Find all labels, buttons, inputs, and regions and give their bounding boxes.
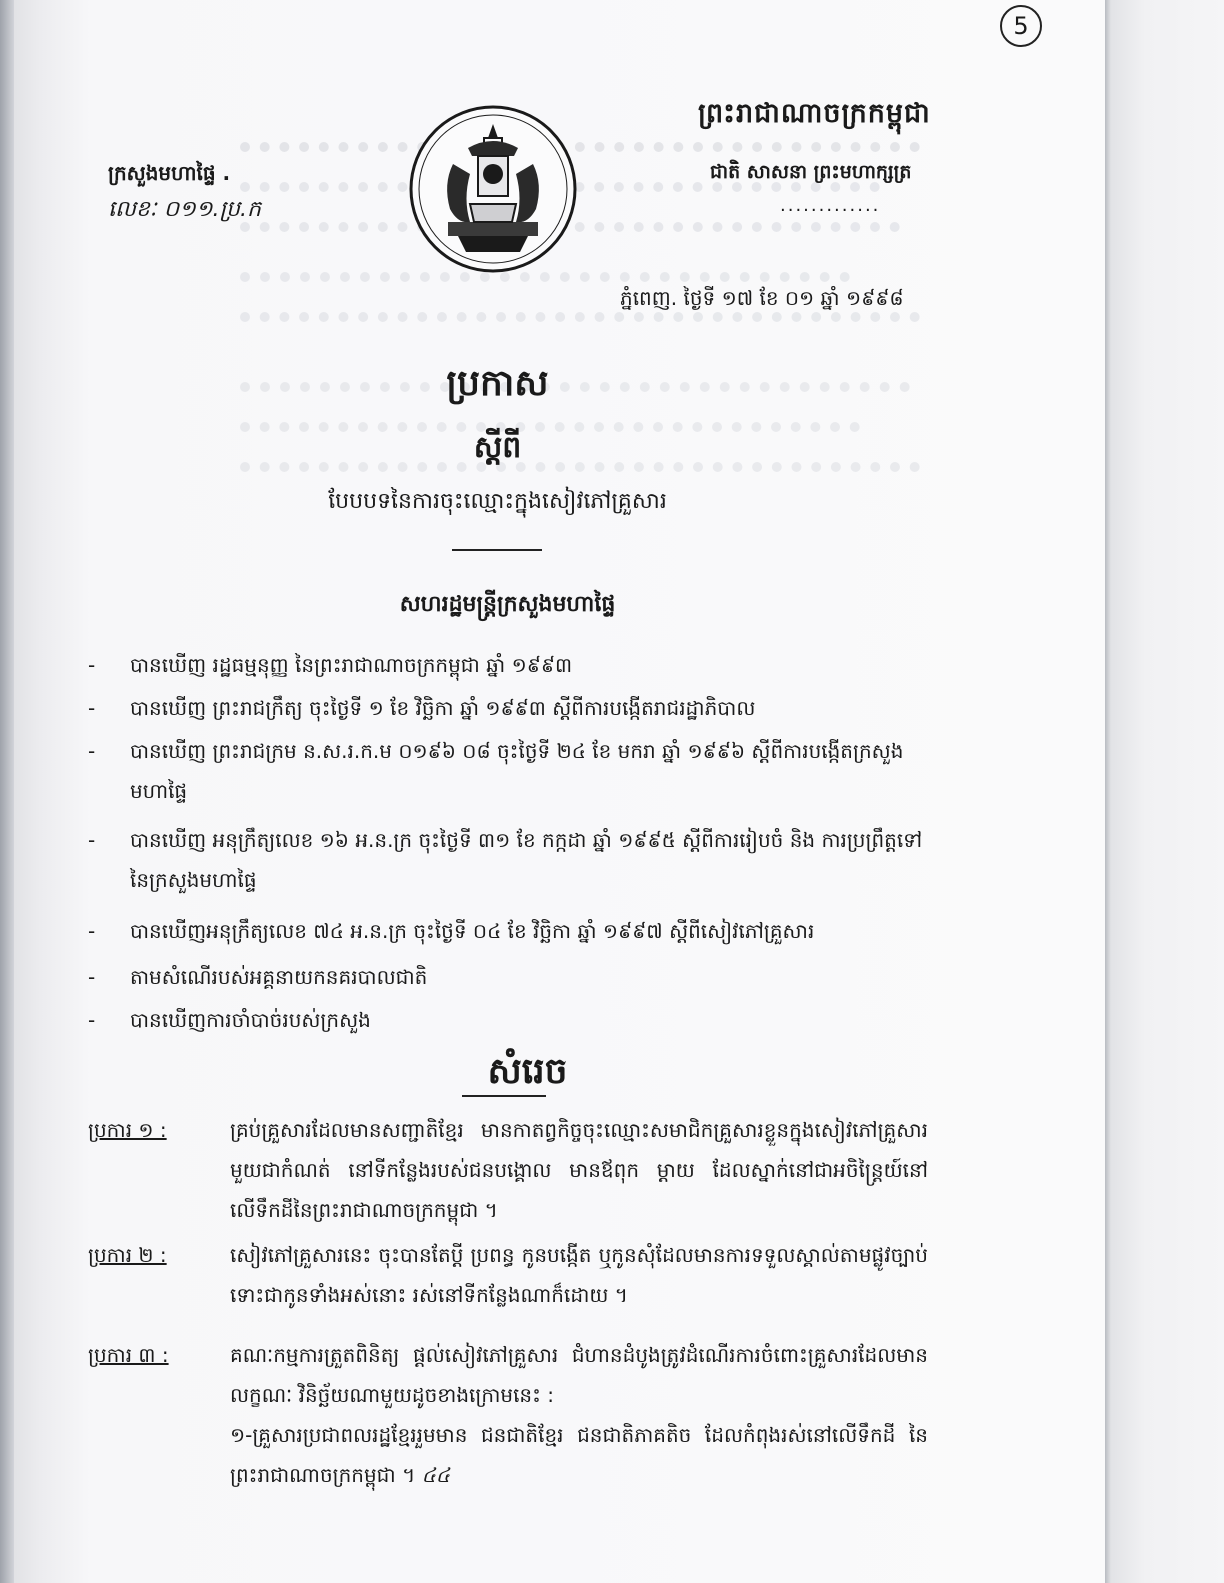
reference-number: លេខៈ ០១១.ប្រ.ក xyxy=(108,197,261,222)
article-label: ប្រការ ៣ : xyxy=(88,1343,169,1367)
recital-item xyxy=(88,957,928,997)
recital-item xyxy=(88,820,928,900)
article-2 xyxy=(88,1235,928,1315)
recital-text: បានឃើញ អនុក្រឹត្យលេខ ១៦ អ.ន.ក្រ ចុះថ្ងៃទី ៣១ ខែ កក្កដា ឆ្នាំ ១៩៩៥ ស្តីពីការរៀបចំ និង ការប្រព្រឹត្តទៅ នៃក្រសួងមហាផ្ទៃ xyxy=(130,828,923,892)
article-label: ប្រការ ២ : xyxy=(88,1243,167,1267)
recital-item xyxy=(88,1000,928,1040)
issuer-line: សហរដ្ឋមន្ត្រីក្រសួងមហាផ្ទៃ xyxy=(399,592,616,617)
article-text: គ្រប់គ្រួសារដែលមានសញ្ជាតិខ្មែរ មានកាតព្វកិច្ចចុះឈ្មោះសមាជិកគ្រួសារខ្លួនក្នុងសៀវភៅគ្រួសារ មួយជាកំណត់ នៅទីកន្លែងរបស់ជនបង្គោល មានឪពុក ម្តាយ ដែលស្នាក់នៅជាអចិន្ត្រៃយ៍នៅលើទឹកដីនៃព្រះរាជាណាចក្រកម្ពុជា ។ xyxy=(230,1118,928,1222)
regarding-heading: ស្តីពី xyxy=(473,430,522,465)
recital-item xyxy=(88,645,928,685)
article-label: ប្រការ ១ : xyxy=(88,1118,167,1142)
recital-dash: - xyxy=(88,965,96,989)
recital-text: បានឃើញ រដ្ឋធម្មនុញ្ញ នៃព្រះរាជាណាចក្រកម្ពុជា ឆ្នាំ ១៩៩៣ xyxy=(130,653,573,677)
recital-text: តាមសំណើរបស់អគ្គនាយកនគរបាលជាតិ xyxy=(130,965,428,989)
handwritten-initials: ៤៤ xyxy=(421,1463,450,1487)
recital-text: បានឃើញ ព្រះរាជក្រឹត្យ ចុះថ្ងៃទី ១ ខែ វិច្ឆិកា ឆ្នាំ ១៩៩៣ ស្តីពីការបង្កើតរាជរដ្ឋាភិបាល xyxy=(130,696,756,720)
article-1 xyxy=(88,1110,928,1230)
decision-underline xyxy=(462,1095,546,1097)
recital-item xyxy=(88,688,928,728)
recital-dash: - xyxy=(88,919,96,943)
decision-heading: សំរេច xyxy=(487,1051,568,1092)
ministry-name: ក្រសួងមហាផ្ទៃ . xyxy=(108,161,231,185)
clause-text: ១-គ្រួសារប្រជាពលរដ្ឋខ្មែររួមមាន ជនជាតិខ្មែរ ជនជាតិភាគតិច ដែលកំពុងរស់នៅលើទឹកដី នៃព្រះរាជាណាចក្រកម្ពុជា ។ xyxy=(230,1423,928,1487)
recital-dash: - xyxy=(88,828,96,852)
recital-item xyxy=(88,911,928,951)
page-number: 5 xyxy=(1000,5,1042,47)
kingdom-heading: ព្រះរាជាណាចក្រកម្ពុជា xyxy=(698,98,931,129)
recital-dash: - xyxy=(88,653,96,677)
article-text: គណៈកម្មការត្រួតពិនិត្យ ផ្តល់សៀវភៅគ្រួសារ ជំហានដំបូងត្រូវដំណើរការចំពោះគ្រួសារដែលមានលក្ខណៈ វិនិច្ឆ័យណាមួយដូចខាងក្រោមនេះ : xyxy=(230,1343,928,1407)
title-underline xyxy=(452,549,542,551)
recital-text: បានឃើញអនុក្រឹត្យលេខ ៧៤ អ.ន.ក្រ ចុះថ្ងៃទី ០៤ ខែ វិច្ឆិកា ឆ្នាំ ១៩៩៧ ស្តីពីសៀវភៅគ្រួសារ xyxy=(130,919,815,943)
place-and-date: ភ្នំពេញ. ថ្ងៃទី ១៧ ខែ ០១ ឆ្នាំ ១៩៩៨ xyxy=(620,286,904,310)
recital-text: បានឃើញការចាំបាច់របស់ក្រសួង xyxy=(130,1008,371,1032)
royal-seal-emblem xyxy=(408,104,578,274)
recital-dash: - xyxy=(88,739,96,763)
subject-line: បែបបទនៃការចុះឈ្មោះក្នុងសៀវភៅគ្រួសារ xyxy=(328,489,667,514)
header-divider: ............. xyxy=(780,195,881,216)
recital-dash: - xyxy=(88,696,96,720)
recital-dash: - xyxy=(88,1008,96,1032)
document-type-title: ប្រកាស xyxy=(446,363,549,404)
page-right-edge xyxy=(1105,0,1224,1583)
page-left-edge xyxy=(0,0,14,1583)
article-3 xyxy=(88,1335,928,1415)
recital-item xyxy=(88,731,928,811)
article-text: សៀវភៅគ្រួសារនេះ ចុះបានតែប្តី ប្រពន្ធ កូនបង្កើត ឬកូនសុំដែលមានការទទួលស្គាល់តាមផ្លូវច្បាប់ ទោះជាកូនទាំងអស់នោះ រស់នៅទីកន្លែងណាក៏ដោយ ។ xyxy=(230,1243,928,1307)
clause-1 xyxy=(88,1415,928,1495)
recital-text: បានឃើញ ព្រះរាជក្រម ន.ស.រ.ក.ម ០១៩៦ ០៨ ចុះថ្ងៃទី ២៤ ខែ មករា ឆ្នាំ ១៩៩៦ ស្តីពីការបង្កើតក្រសួងមហាផ្ទៃ xyxy=(130,739,904,803)
national-motto: ជាតិ សាសនា ព្រះមហាក្សត្រ xyxy=(710,161,912,183)
